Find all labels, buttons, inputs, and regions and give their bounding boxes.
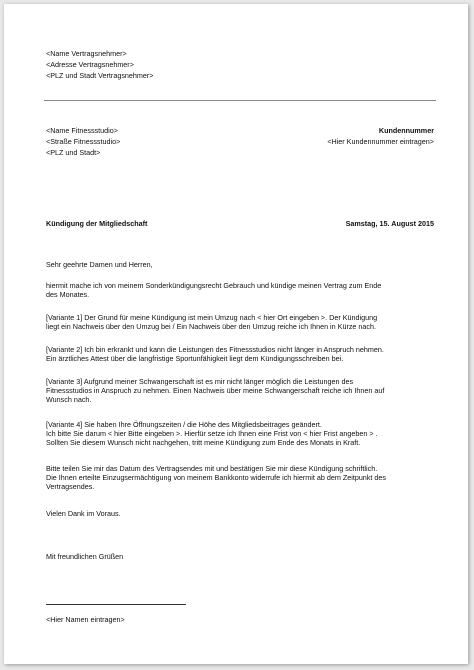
customer-number-label: Kundennummer [378, 126, 434, 135]
signature-line [46, 604, 186, 605]
paragraph-line: Ein ärztliches Attest über die langfristige Sportunfähigkeit liegt dem Kündigungsschreiben bei. [46, 354, 344, 363]
paragraph-line: Wunsch nach. [46, 395, 92, 404]
paragraph-line: Vertragsendes. [46, 482, 95, 491]
customer-number-block [327, 125, 434, 147]
header-divider [44, 100, 436, 101]
paragraph-line: Ich bitte Sie darum < hier Bitte eingeben >. Hierfür setze ich Ihnen eine Frist von < hier Frist angeben > . [46, 429, 378, 438]
subject-line: Kündigung der Mitgliedschaft [46, 219, 148, 228]
paragraph-line: Die Ihnen erteilte Einzugsermächtigung von meinem Bankkonto widerrufe ich hiermit ab dem Zeitpunkt des [46, 473, 386, 482]
sender-name: <Name Vertragsnehmer> [46, 49, 127, 58]
salutation-text: Sehr geehrte Damen und Herren, [46, 260, 153, 269]
paragraph-variant-3 [46, 377, 438, 404]
letter-date: Samstag, 15. August 2015 [345, 219, 434, 228]
regards-text: Mit freundlichen Grüßen [46, 552, 124, 561]
paragraph-line: [Variante 3] Aufgrund meiner Schwangerschaft ist es mir nicht länger möglich die Leistungen des [46, 377, 354, 386]
paragraph-line: des Monates. [46, 290, 90, 299]
salutation [46, 260, 438, 269]
paragraph-line: liegt ein Nachweis über den Umzug bei / Ein Nachweis über den Umzug reiche ich Ihnen in Kürze nach. [46, 322, 377, 331]
sender-block [46, 48, 153, 81]
paragraph-variant-1 [46, 313, 438, 331]
regards [46, 552, 438, 561]
paragraph-intro [46, 281, 438, 299]
paragraph-line: Fitnessstudios in Anspruch zu nehmen. Einen Nachweis über meine Schwangerschaft reiche ich Ihnen auf [46, 386, 385, 395]
thanks-text: Vielen Dank im Voraus. [46, 509, 121, 518]
paragraph-line: Sollten Sie diesem Wunsch nicht nachgehen, tritt meine Kündigung zum Ende des Monats in Kraft. [46, 438, 361, 447]
letter-page [4, 4, 468, 664]
recipient-name: <Name Fitnessstudio> [46, 126, 118, 135]
paragraph-closing [46, 464, 438, 491]
paragraph-line: hiermit mache ich von meinem Sonderkündigungsrecht Gebrauch und kündige meinen Vertrag zum Ende [46, 281, 382, 290]
paragraph-line: [Variante 1] Der Grund für meine Kündigung ist mein Umzug nach < hier Ort eingeben >. Der Kündigung [46, 313, 378, 322]
recipient-city: <PLZ und Stadt> [46, 148, 101, 157]
paragraph-line: [Variante 2] Ich bin erkrankt und kann die Leistungen des Fitnessstudios nicht länger in Anspruch nehmen. [46, 345, 384, 354]
paragraph-line: Bitte teilen Sie mir das Datum des Vertragsendes mit und bestätigen Sie mir diese Kündigung schriftlich. [46, 464, 378, 473]
paragraph-line: [Variante 4] Sie haben Ihre Öffnungszeiten / die Höhe des Mitgliedsbeitrages geändert. [46, 420, 322, 429]
signature-name: <Hier Namen eintragen> [46, 615, 125, 624]
recipient-block [46, 125, 120, 158]
sender-city: <PLZ und Stadt Vertragsnehmer> [46, 71, 154, 80]
sender-address: <Adresse Vertragsnehmer> [46, 60, 134, 69]
customer-number-value: <Hier Kundennummer eintragen> [327, 137, 434, 146]
recipient-street: <Straße Fitnessstudio> [46, 137, 121, 146]
paragraph-variant-2 [46, 345, 438, 363]
paragraph-variant-4 [46, 420, 438, 447]
thanks [46, 509, 438, 518]
